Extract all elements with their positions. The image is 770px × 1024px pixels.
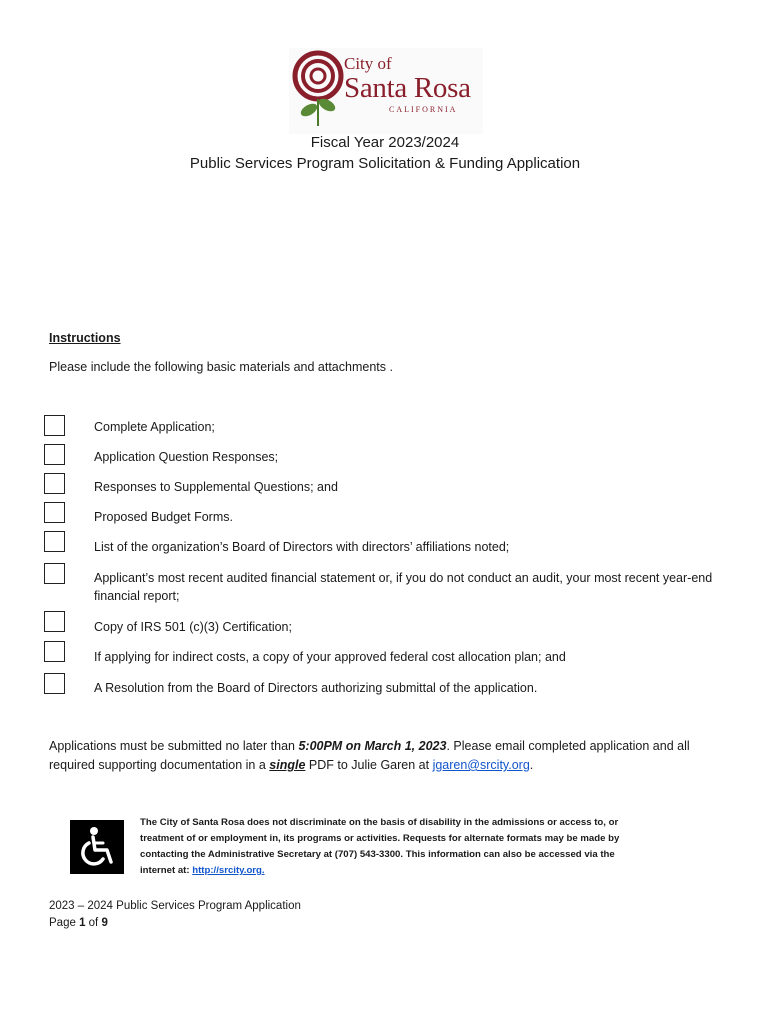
checklist-item: Proposed Budget Forms. [94, 510, 233, 524]
logo-line-3: CALIFORNIA [389, 105, 458, 114]
checklist-item: If applying for indirect costs, a copy of your approved federal cost allocation plan; and [94, 650, 566, 664]
deadline-single: single [269, 758, 306, 772]
checkbox-budget-forms[interactable] [44, 502, 65, 523]
checklist-item: Application Question Responses; [94, 450, 279, 464]
checkbox-complete-application[interactable] [44, 415, 65, 436]
document-title-line-2: Public Services Program Solicitation & Funding Application [189, 155, 581, 172]
footer-document-name: 2023 – 2024 Public Services Program Application [49, 900, 301, 912]
instructions-intro: Please include the following basic materials and attachments . [49, 360, 393, 374]
submission-deadline [49, 737, 719, 775]
city-logo [289, 48, 483, 134]
checklist-item: Responses to Supplemental Questions; and [94, 480, 338, 494]
checkbox-question-responses[interactable] [44, 444, 65, 465]
logo-line-2: Santa Rosa [344, 72, 471, 104]
deadline-time: 5:00PM on March 1, 2023 [298, 739, 447, 753]
srcity-link[interactable]: http://srcity.org. [192, 865, 265, 876]
checkbox-board-resolution[interactable] [44, 673, 65, 694]
page-label: Page [49, 917, 80, 929]
rose-logo-icon [291, 50, 345, 130]
deadline-text-end: . [529, 758, 534, 772]
notice-text: The City of Santa Rosa does not discriminate on the basis of disability in the admissions or access to, or treatment of or employment in, its programs or activities. Requests for alternate formats may be made by contacting the Administrative Secretary at (707) 543-3300. This information can also be accessed via the internet at: [140, 817, 620, 876]
checklist-item: Complete Application; [94, 420, 215, 434]
logo-line-1: City of [344, 54, 392, 73]
deadline-text-mid: . Please email completed application and all required supporting documentation in a [49, 739, 690, 772]
page-current: 1 [79, 917, 86, 929]
document-title-line-1: Fiscal Year 2023/2024 [310, 134, 460, 151]
contact-email-link[interactable]: jgaren@srcity.org [432, 758, 530, 772]
checklist-item: Applicant’s most recent audited financial statement or, if you do not conduct an audit, your most recent year-end financial report; [94, 571, 713, 603]
deadline-text-post: PDF to Julie Garen at [305, 758, 433, 772]
checkbox-supplemental-questions[interactable] [44, 473, 65, 494]
page-total: 9 [101, 917, 108, 929]
checkbox-financial-statement[interactable] [44, 563, 65, 584]
checklist-item: Copy of IRS 501 (c)(3) Certification; [94, 620, 292, 634]
checklist-item: List of the organization’s Board of Directors with directors’ affiliations noted; [94, 540, 510, 554]
wheelchair-accessibility-icon [70, 820, 124, 874]
checkbox-board-of-directors[interactable] [44, 531, 65, 552]
checkbox-irs-certification[interactable] [44, 611, 65, 632]
page-of: of [85, 917, 102, 929]
checkbox-cost-allocation-plan[interactable] [44, 641, 65, 662]
checklist-item: A Resolution from the Board of Directors authorizing submittal of the application. [94, 681, 538, 695]
non-discrimination-notice [140, 815, 640, 879]
footer-page-number [49, 917, 108, 929]
deadline-text-pre: Applications must be submitted no later than [49, 739, 299, 753]
instructions-heading: Instructions [49, 331, 121, 345]
